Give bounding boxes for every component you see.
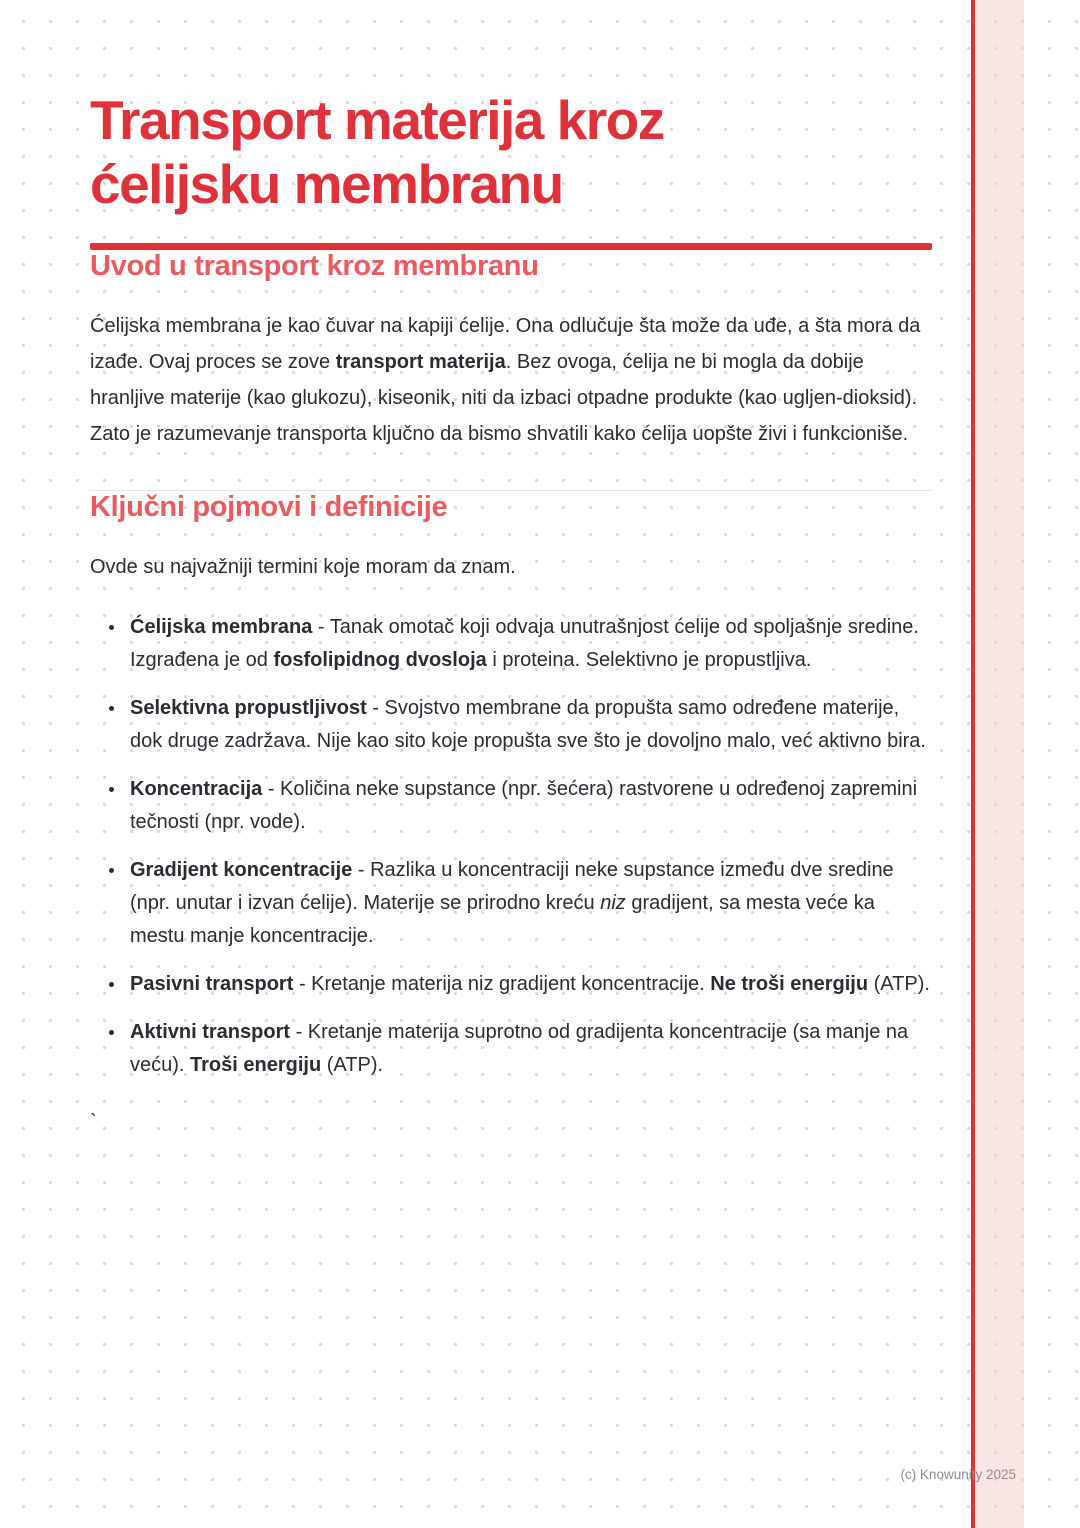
section-intro	[90, 250, 932, 452]
terms-intro-paragraph: Ovde su najvažniji termini koje moram da znam.	[90, 555, 516, 578]
title-underline-rule	[90, 243, 932, 250]
section-heading-intro: Uvod u transport kroz membranu	[90, 249, 539, 282]
page-title	[90, 88, 932, 217]
page-title-line-1: Transport materija kroz	[90, 89, 664, 151]
definition-item-selective-permeability: • Selektivna propustljivost - Svojstvo membrane da propušta samo određene materije, dok druge zadržava. Nije kao sito koje propušta sve što je dovoljno malo, već aktivno bira.	[126, 692, 932, 758]
definition-item-cell-membrane: • Ćelijska membrana - Tanak omotač koji odvaja unutrašnjost ćelije od spoljašnje sredine. Izgrađena je od fosfolipidnog dvosloja i proteina. Selektivno je propustljiva.	[126, 611, 932, 677]
right-margin-pink-band	[975, 0, 1024, 1528]
section-key-terms	[90, 491, 932, 1082]
stray-backtick-character: `	[90, 1110, 97, 1133]
definition-item-concentration-gradient: • Gradijent koncentracije - Razlika u koncentraciji neke supstance između dve sredine (npr. unutar i izvan ćelije). Materije se prirodno kreću niz gradijent, sa mesta veće ka mestu manje koncentracije.	[126, 854, 932, 953]
definition-item-passive-transport: • Pasivni transport - Kretanje materija niz gradijent koncentracije. Ne troši energiju (ATP).	[126, 968, 932, 1001]
intro-paragraph: Ćelijska membrana je kao čuvar na kapiji ćelije. Ona odlučuje šta može da uđe, a šta mora da izađe. Ovaj proces se zove transport materija. Bez ovoga, ćelija ne bi mogla da dobije hranljive materije (kao glukozu), kiseonik, niti da izbaci otpadne produkte (kao ugljen-dioksid). Zato je razumevanje transporta ključno da bismo shvatili kako ćelija uopšte živi i funkcioniše.	[90, 314, 921, 445]
copyright-footer: (c) Knowunity 2025	[900, 1467, 1016, 1482]
definition-item-concentration: • Koncentracija - Količina neke supstance (npr. šećera) rastvorene u određenoj zapremini tečnosti (npr. vode).	[126, 773, 932, 839]
page-title-line-2: ćelijsku membranu	[90, 153, 563, 216]
definitions-list	[90, 611, 932, 1082]
section-heading-terms: Ključni pojmovi i definicije	[90, 490, 448, 523]
document-content	[90, 88, 932, 1134]
definition-item-active-transport: • Aktivni transport - Kretanje materija suprotno od gradijenta koncentracije (sa manje na veću). Troši energiju (ATP).	[126, 1016, 932, 1082]
